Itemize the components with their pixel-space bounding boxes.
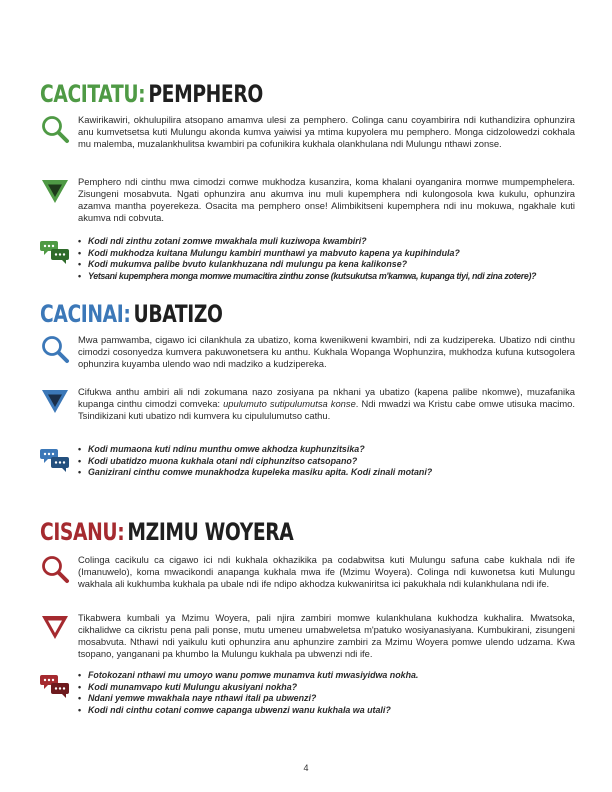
triangle-down-icon [40,612,70,642]
question-item: • Kodi ndi zinthu zotani zomwe mwakhala muli kuziwopa kwambiri? [78,236,588,248]
question-item: • Kodi mumaona kuti ndinu munthu omwe akhodza kuphunzitsika? [78,444,588,456]
paragraph-guidance: Tikabwera kumbali ya Mzimu Woyera, pali njira zambiri momwe kulankhulana kukhodza kukhalira. Mwatsoka, cikhalidwe ca cikristu pena pali ponse, mutu umeneu umabweletsa m'patuko wosiyanasiyana. Kumbukirani, zisungeni mosabvuta. Nthawi ndi yaikulu kuti ophunzira anu aphunzire zambiri za Mzimu Woyera pomwe ulendo udzama. Kwa tsopano, yanganani pa khumbo la Mulungu kukhala pa ubwenzi ndi ife. [78,612,575,659]
emphasis-text: upulumuto sutipulumutsa konse [223,398,356,409]
section-heading [40,300,457,328]
section-heading [40,80,457,108]
question-item: • Kodi munamvapo kuti Mulungu akusiyani nokha? [78,682,588,694]
paragraph-guidance [78,386,575,422]
section-title: PEMPHERO [148,80,263,108]
search-icon [40,114,70,144]
paragraph-text: Cifukwa anthu ambiri ali ndi zokumana nazo zosiyana pa nkhani ya ubatizo (kapena palibe nkomwe), muzafanika kupanga cinthu cimodzi comveka: [78,386,575,409]
question-item: • Ganizirani cinthu comwe munakhodza kupeleka masiku apita. Kodi zinali motani? [78,467,588,479]
question-list [78,236,588,282]
section-pemphero [40,80,575,281]
question-item: • Fotokozani nthawi mu umoyo wanu pomwe munamva kuti mwasiyidwa nokha. [78,670,588,682]
paragraph-guidance: Pemphero ndi cinthu mwa cimodzi comwe mukhodza kusanzira, koma khalani oyanganira momwe mumpemphelera. Zisungeni mosabvuta. Ngati ophunzira anu akumva inu muli kupemphera ndi kulongosola kwa kukulu, ophunzira azamva mantha poyerekeza. Osacita ma pemphero onse! Alimbikitseni kupemphera ndi inu mokuwa, ngakhale kuti akumva ndi cobvuta. [78,176,575,223]
question-item: • Kodi mukumva palibe bvuto kulankhuzana ndi mulungu pa kena kalikonse? [78,259,588,271]
section-heading [40,518,457,546]
question-item: • Kodi mukhodza kuitana Mulungu kambiri munthawi ya mabvuto kapena ya kupihindula? [78,248,588,260]
paragraph-intro: Kawirikawiri, okhulupilira atsopano amamva ulesi za pemphero. Colinga canu coyambirira ndi kuthandizira ophunzira anu kumvetsetsa kuti Mulungu akonda kumva yaiwisi ya mtima kupyolera mu pemphero. Monga cidzolowedzi cokhala mu malemba, muzalankhulitsa kwambiri pa cofunikira kukhala olankhulana ndi Mulungu nthawi zonse. [78,114,575,149]
triangle-down-icon [40,176,70,206]
triangle-down-icon [40,386,70,416]
question-item: • Kodi ndi cinthu cotani comwe capanga ubwenzi wanu kukhala wa utali? [78,705,588,717]
question-item: • Ndani yemwe mwakhala naye nthawi itali pa ubwenzi? [78,693,588,705]
section-mzimu-woyera [40,518,575,715]
question-item: • Kodi ubatidzo muona kukhala otani ndi ciphunzitso catsopano? [78,456,588,468]
section-title: UBATIZO [133,300,223,328]
chat-bubbles-icon [40,670,70,700]
section-label: CISANU: [40,518,125,546]
paragraph-intro: Colinga cacikulu ca cigawo ici ndi kukhala okhazikika pa codabwitsa kuti Mulungu safuna cabe kukhala ndi ife (Imanuwelo), koma mwacikondi anapanga kukhala mwa ife (Mzimu Woyera). Colinga ndi kuwonetsa kuti Mulungu wakhala ali kukhumba kukhala pa ubale ndi ife ndipo akhodza kukwaniritsa ici pakukhala ndi kulankhulana ndi ife. [78,554,575,589]
page-number: 4 [303,763,309,773]
chat-bubbles-icon [40,236,70,266]
question-list [78,670,588,716]
section-ubatizo [40,300,575,477]
question-list [78,444,588,479]
search-icon [40,334,70,364]
section-label: CACINAI: [40,300,131,328]
section-title: MZIMU WOYERA [127,518,294,546]
paragraph-text: . Ndi mwadzi wa Kristu cabe omwe utisuka macimo. Tsindikizani kuti ubatizo ndi kumvera ku cipululumutso cathu. [78,398,575,421]
chat-bubbles-icon [40,444,70,474]
search-icon [40,554,70,584]
question-item: • Yetsani kupemphera monga momwe mumacitira zinthu zonse (kutsukutsa m'kamwa, kupanga tiyi, ndi zina zotere)? [78,271,588,283]
section-label: CACITATU: [40,80,146,108]
paragraph-intro: Mwa pamwamba, cigawo ici cilankhula za ubatizo, koma kwenikweni kwambiri, ndi za kudzipereka. Ubatizo ndi cinthu cimodzi cosonyedza kumvera pakuwonetsera ku anthu. Kukhala Wopanga Wophunzira, mukhodza kufuna kutsogolera ophunzira kuyamba ulendo wao ndi madziko a kudzipereka. [78,334,575,369]
